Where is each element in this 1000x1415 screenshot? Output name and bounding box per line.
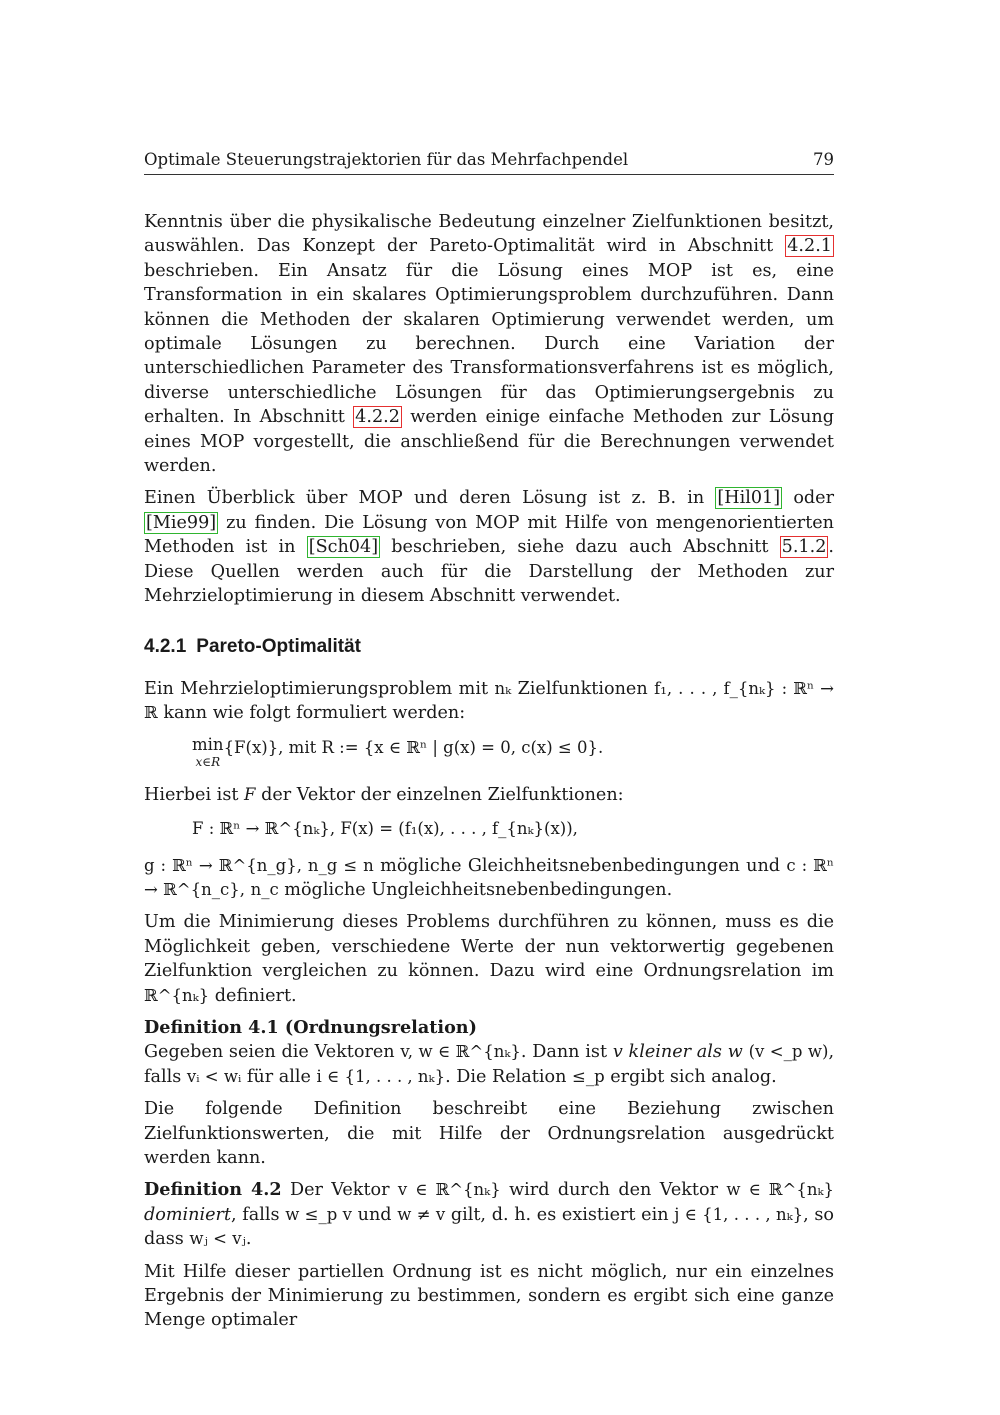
section-link-5-1-2[interactable]: 5.1.2 [781, 537, 827, 558]
text: . Diese Quellen werden auch für die Darstellung der Methoden zur Mehrzieloptimierung in diesem Abschnitt verwendet. [144, 537, 835, 607]
citation-sch04[interactable]: [Sch04] [308, 537, 379, 558]
paragraph-problem [144, 677, 834, 726]
text: . [245, 1229, 252, 1250]
text: Um die Minimierung dieses Problems durchführen zu können, muss es die Möglichkeit geben, verschiedene Werte der nun vektorwertig gegebenen Zielfunktion vergleichen zu können. Dazu wird eine Ordnungsrelation im [144, 912, 834, 982]
text: Einen Überblick über MOP und deren Lösung ist z. B. in [144, 488, 705, 509]
emphasis: v kleiner als w [612, 1042, 743, 1063]
emphasis: dominiert [144, 1204, 232, 1225]
definition-title: Definition 4.1 (Ordnungsrelation) [144, 1016, 477, 1038]
text: Hierbei ist [144, 784, 239, 805]
section-number: 4.2.1 [144, 635, 187, 657]
text: werden einige einfache Methoden zur Lösung eines MOP vorgestellt, die anschließend für die Berechnungen verwendet werden. [144, 407, 835, 477]
text: mögliche Gleichheitsnebenbedingungen und [380, 855, 781, 876]
text: , falls [231, 1204, 280, 1225]
math-inline: ≤_p [572, 1066, 605, 1086]
text: beschrieben, siehe dazu auch Abschnitt [391, 537, 769, 558]
text: , falls [144, 1042, 835, 1087]
min-label: min [192, 734, 224, 754]
math-inline: nₖ [494, 678, 512, 698]
equation-min-problem [192, 736, 834, 771]
min-subscript: x∈R [195, 754, 221, 769]
paragraph-vector [144, 783, 834, 807]
text: . Die Relation [445, 1066, 567, 1087]
equation-objective-vector [192, 817, 834, 841]
paragraph-minimization [144, 910, 834, 1008]
text: Ein Mehrzieloptimierungsproblem mit [144, 678, 489, 699]
paragraph-constraints [144, 854, 834, 903]
definition-title: Definition 4.2 [144, 1179, 282, 1201]
definition-4-1 [144, 1016, 834, 1089]
math-inline: ℝ^{nₖ} [144, 985, 210, 1005]
math-inline: n_c [250, 879, 279, 899]
math-inline: F [244, 784, 256, 804]
paragraph-final: Mit Hilfe dieser partiellen Ordnung ist es nicht möglich, nur ein einzelnes Ergebnis der Minimierung zu bestimmen, sondern es ergibt sich eine ganze Menge optimaler [144, 1261, 834, 1331]
section-link-4-2-1[interactable]: 4.2.1 [787, 236, 832, 257]
text: mögliche Ungleichheitsnebenbedingungen. [284, 879, 673, 900]
min-operator [192, 736, 224, 771]
text: Der Vektor [289, 1180, 390, 1201]
section-title: Pareto-Optimalität [196, 635, 361, 657]
section-heading [144, 635, 834, 659]
text: der Vektor der einzelnen Zielfunktionen: [261, 784, 624, 805]
math-inline: vᵢ < wᵢ [186, 1066, 242, 1086]
math-inline: v, w ∈ ℝ^{nₖ} [400, 1042, 521, 1062]
math-inline: w ≤_p v [285, 1204, 352, 1224]
text: für alle [246, 1066, 311, 1087]
text: Zielfunktionen [517, 678, 648, 699]
text: Gegeben seien die Vektoren [144, 1042, 395, 1063]
text: . Dann ist [520, 1042, 608, 1063]
body-text [144, 210, 834, 1341]
math-inline: v ∈ ℝ^{nₖ} [397, 1180, 501, 1200]
math-inline: j ∈ {1, . . . , nₖ} [674, 1204, 804, 1224]
paragraph-dominance-intro: Die folgende Definition beschreibt eine Beziehung zwischen Zielfunktionswerten, die mit Hilfe der Ordnungsrelation ausgedrückt werden kann. [144, 1099, 834, 1168]
equation-body: {F(x)}, mit R := {x ∈ ℝⁿ | g(x) = 0, c(x) ≤ 0}. [223, 737, 604, 757]
text: beschrieben. Ein Ansatz für die Lösung eines MOP ist es, eine Transformation in ein skalares Optimierungsproblem durchzuführen. Dann können die Methoden der skalaren Optimierung verwendet werden, um optimale Lösungen zu berechnen. Durch eine Variation der unterschiedlichen Parameter des Transformationsverfahrens ist es möglich, diverse unterschiedliche Lösungen für das Optimierungsergebnis zu erhalten. In Abschnitt [144, 260, 834, 428]
math-inline: g : ℝⁿ → ℝ^{n_g}, n_g ≤ n [144, 855, 374, 875]
math-inline: f₁, . . . , f_{nₖ} : ℝⁿ → ℝ [144, 678, 834, 723]
citation-mie99[interactable]: [Mie99] [146, 512, 217, 533]
math-inline: w ∈ ℝ^{nₖ} [726, 1180, 834, 1200]
math-inline: (v <_p w) [748, 1042, 829, 1062]
text: ergibt sich analog. [610, 1066, 777, 1087]
definition-4-2 [144, 1178, 834, 1251]
math-inline: w ≠ v [397, 1204, 446, 1224]
citation-hil01[interactable]: [Hil01] [717, 488, 781, 509]
header-title: Optimale Steuerungstrajektorien für das Mehrfachpendel [144, 150, 629, 169]
section-link-4-2-2[interactable]: 4.2.2 [355, 407, 400, 428]
text: definiert. [214, 985, 297, 1006]
page-number: 79 [813, 150, 834, 169]
text: und [357, 1204, 392, 1225]
text: , so dass [144, 1204, 835, 1250]
paragraph-references [144, 486, 834, 608]
math-inline: c : ℝⁿ → ℝ^{n_c}, [144, 855, 835, 899]
running-header [144, 150, 834, 175]
text: gilt, d. h. es existiert ein [450, 1204, 669, 1225]
math-inline: wⱼ < vⱼ [189, 1229, 246, 1249]
text: zu finden. Die Lösung von MOP mit Hilfe von mengenorientierten Methoden ist in [144, 512, 835, 558]
math-inline: i ∈ {1, . . . , nₖ} [316, 1066, 446, 1086]
equation-body: F : ℝⁿ → ℝ^{nₖ}, F(x) = (f₁(x), . . . , f_{nₖ}(x)), [192, 819, 578, 839]
text: kann wie folgt formuliert werden: [163, 703, 466, 724]
text: Kenntnis über die physikalische Bedeutung einzelner Zielfunktionen besitzt, auswählen. Das Konzept der Pareto-Optimalität wird in Abschnitt [144, 212, 834, 257]
paragraph-intro [144, 210, 834, 478]
text: wird durch den Vektor [509, 1180, 719, 1201]
text: oder [793, 488, 835, 509]
